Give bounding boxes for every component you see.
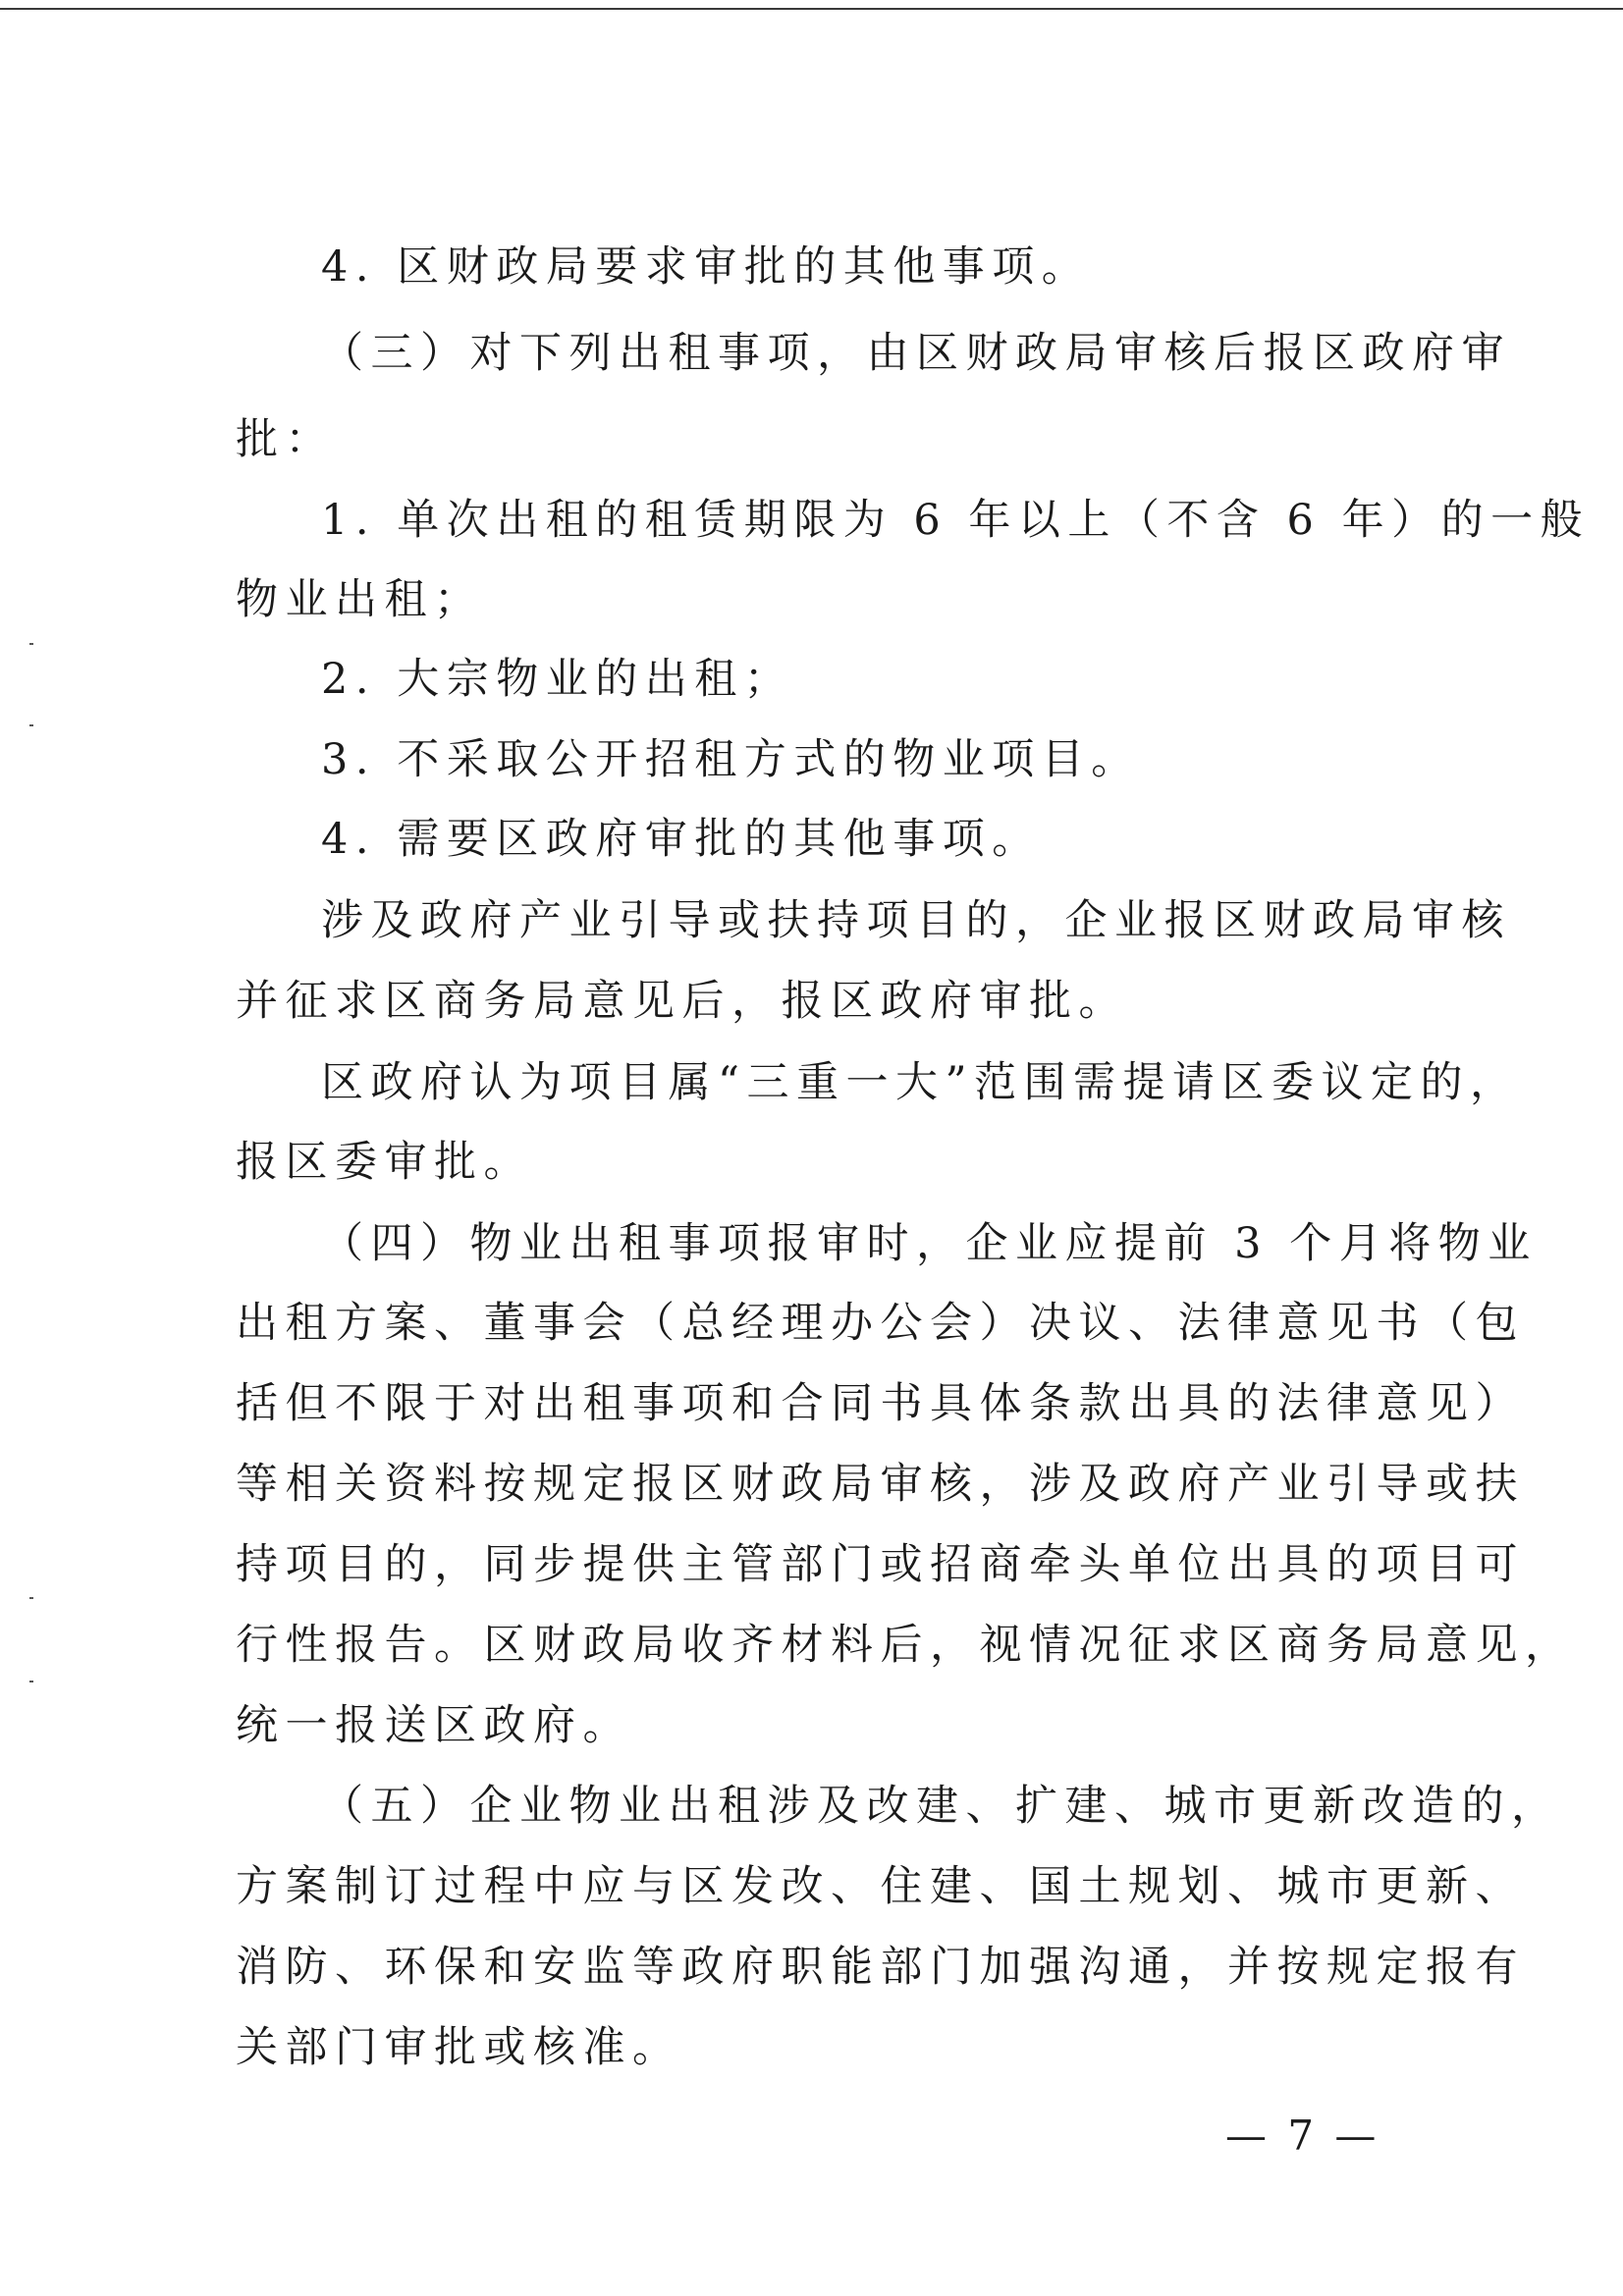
paragraph-line: （三）对下列出租事项，由区财政局审核后报区政府审: [321, 329, 1511, 378]
paragraph-line: 关部门审批或核准。: [236, 2023, 682, 2072]
paragraph-line: 持项目的，同步提供主管部门或招商牵头单位出具的项目可: [236, 1540, 1525, 1589]
scan-speck: [29, 643, 33, 645]
scan-speck: [29, 724, 33, 726]
paragraph-line: 消防、环保和安监等政府职能部门加强沟通，并按规定报有: [236, 1943, 1525, 1992]
paragraph-line: 报区委审批。: [236, 1138, 533, 1187]
paragraph-line: 等相关资料按规定报区财政局审核，涉及政府产业引导或扶: [236, 1460, 1525, 1509]
paragraph-line: 并征求区商务局意见后，报区政府审批。: [236, 977, 1128, 1026]
paragraph-line: 4. 需要区政府审批的其他事项。: [321, 815, 1042, 864]
scan-speck: [29, 1597, 33, 1599]
paragraph-line: 出租方案、董事会（总经理办公会）决议、法律意见书（包: [236, 1299, 1525, 1348]
paragraph-line: 区政府认为项目属“三重一大”范围需提请区委议定的，: [321, 1058, 1520, 1107]
paragraph-line: 4. 区财政局要求审批的其他事项。: [321, 242, 1092, 292]
page-number: — 7 —: [1225, 2111, 1380, 2160]
paragraph-line: （四）物业出租事项报审时，企业应提前 3 个月将物业: [321, 1219, 1538, 1268]
scan-speck: [29, 1681, 33, 1682]
paragraph-line: 方案制订过程中应与区发改、住建、国土规划、城市更新、: [236, 1862, 1525, 1911]
paragraph-line: 括但不限于对出租事项和合同书具体条款出具的法律意见）: [236, 1379, 1525, 1428]
paragraph-line: （五）企业物业出租涉及改建、扩建、城市更新改造的，: [321, 1782, 1561, 1831]
paragraph-line: 2. 大宗物业的出租；: [321, 655, 794, 704]
paragraph-line: 物业出租；: [236, 575, 484, 624]
paragraph-line: 行性报告。区财政局收齐材料后，视情况征求区商务局意见，: [236, 1621, 1575, 1670]
paragraph-line: 3. 不采取公开招租方式的物业项目。: [321, 735, 1141, 784]
paragraph-line: 批：: [236, 415, 335, 464]
paragraph-line: 1. 单次出租的租赁期限为 6 年以上（不含 6 年）的一般: [321, 496, 1591, 545]
top-edge-rule: [0, 8, 1623, 10]
paragraph-line: 涉及政府产业引导或扶持项目的，企业报区财政局审核: [321, 896, 1511, 945]
paragraph-line: 统一报送区政府。: [236, 1701, 632, 1750]
